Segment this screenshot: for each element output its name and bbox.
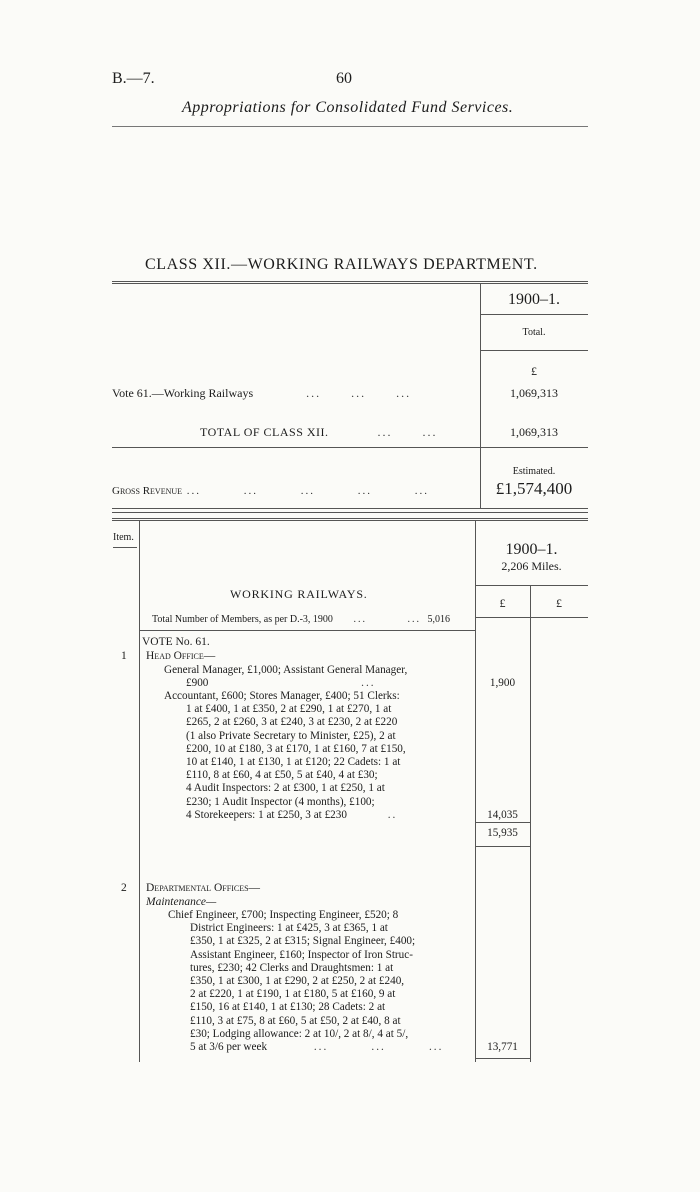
detail-header-rule (475, 617, 588, 618)
entry-line: 1 at £400, 1 at £350, 2 at £290, 1 at £270, 1 at (186, 703, 392, 716)
entry-line: £110, 3 at £75, 8 at £60, 5 at £50, 2 at £40, 8 at (190, 1014, 401, 1027)
members-line (152, 614, 450, 625)
entry-line (164, 677, 474, 690)
vote-61-label (112, 386, 411, 401)
gross-revenue-text: Gross Revenue (112, 485, 183, 497)
vote-61-text: Vote 61.—Working Railways (112, 386, 254, 400)
detail-top-rule-2 (112, 520, 588, 521)
summary-year-rule (480, 314, 588, 315)
amount-bottom-rule (475, 1058, 530, 1059)
item-header-rule (113, 547, 137, 548)
leader-dots: ... ... ... (313, 1041, 444, 1054)
item-number: 2 (121, 882, 127, 894)
item-title: Departmental Offices— (146, 882, 261, 894)
detail-top-rule (112, 518, 588, 519)
leader-dots: ... (361, 677, 376, 690)
entry-line: £230; 1 Audit Inspector (4 months), £100; (186, 795, 375, 808)
entry-amount: 1,900 (489, 677, 516, 689)
vote-61-amount: 1,069,313 (510, 386, 558, 400)
members-value: 5,016 (427, 614, 450, 625)
entry-line: 4 Audit Inspectors: 2 at £300, 1 at £250, 1 at (186, 782, 385, 795)
gross-revenue-label (112, 485, 429, 497)
entry-line: Assistant Engineer, £160; Inspector of Iron Struc- (190, 948, 413, 961)
item-total: 15,935 (487, 827, 518, 839)
entry-amount: 13,771 (487, 1041, 518, 1053)
total-class-label (200, 425, 438, 440)
detail-year-rule (475, 585, 588, 586)
detail-year: 1900–1. (505, 541, 558, 558)
entry-text (168, 909, 474, 1054)
summary-bottom-rule-2 (112, 512, 588, 513)
page-subtitle: Appropriations for Consolidated Fund Services. (182, 99, 514, 116)
item-title: Head Office— (146, 650, 216, 662)
entry-line: tures, £230; 42 Clerks and Draughtsmen: 1 at (190, 961, 394, 974)
summary-total-label: Total. (522, 327, 546, 338)
detail-miles: 2,206 Miles. (501, 559, 562, 573)
item-number: 1 (121, 650, 127, 662)
members-rule (139, 630, 475, 631)
entry-line-text: £900 (186, 677, 209, 690)
header-rule (112, 126, 588, 127)
entry-line: £200, 10 at £180, 3 at £170, 1 at £160, 7 at £150, (186, 742, 406, 755)
entry-line (168, 1041, 474, 1054)
leader-dots: .. (387, 808, 398, 821)
leader-dots: ... ... (377, 425, 438, 439)
leader-dots: ... ... (353, 614, 421, 625)
entry-line: £30; Lodging allowance: 2 at 10/, 2 at 8/, 4 at 5/, (190, 1027, 409, 1040)
total-rule (475, 846, 530, 847)
entry-text (164, 690, 474, 822)
summary-bottom-rule (112, 508, 588, 509)
total-class-rule (112, 447, 588, 448)
entry-amount: 14,035 (487, 809, 518, 821)
entry-line: 2 at £220, 1 at £190, 1 at £180, 5 at £160, 9 at (190, 988, 396, 1001)
entry-line: £110, 8 at £60, 4 at £50, 5 at £40, 4 at £30; (186, 769, 378, 782)
entry-text (164, 664, 474, 690)
entry-line: District Engineers: 1 at £425, 3 at £365, 1 at (190, 922, 388, 935)
report-reference: B.—7. (112, 70, 155, 87)
entry-line: General Manager, £1,000; Assistant General Manager, (164, 664, 408, 676)
summary-year: 1900–1. (508, 291, 560, 308)
entry-line-text: 4 Storekeepers: 1 at £250, 3 at £230 (186, 808, 347, 821)
members-label: Total Number of Members, as per D.-3, 1900 (152, 614, 333, 625)
summary-top-rule-2 (112, 283, 588, 284)
entry-line: (1 also Private Secretary to Minister, £25), 2 at (186, 729, 396, 742)
total-class-amount: 1,069,313 (510, 425, 558, 439)
subtotal-rule (475, 822, 530, 823)
entry-line: Accountant, £600; Stores Manager, £400; 51 Clerks: (164, 690, 400, 702)
amount-subcolumn-divider (530, 586, 531, 1062)
item-subheading: Maintenance— (146, 896, 217, 908)
detail-currency-a: £ (499, 596, 506, 610)
item-column-header: Item. (113, 532, 134, 543)
class-title: CLASS XII.—WORKING RAILWAYS DEPARTMENT. (145, 256, 538, 273)
gross-revenue-amount: £1,574,400 (495, 479, 573, 498)
entry-line (164, 809, 474, 822)
section-title: WORKING RAILWAYS. (230, 587, 368, 601)
entry-line: 10 at £140, 1 at £130, 1 at £120; 22 Cadets: 1 at (186, 756, 401, 769)
page-number: 60 (336, 70, 352, 87)
summary-top-rule (112, 281, 588, 282)
summary-currency: £ (531, 364, 537, 378)
leader-dots: ... ... ... ... ... (186, 485, 430, 497)
entry-line: £350, 1 at £325, 2 at £315; Signal Engineer, £400; (190, 935, 416, 948)
summary-header-rule (480, 350, 588, 351)
detail-currency-b: £ (556, 596, 562, 610)
entry-line: £150, 16 at £140, 1 at £130; 28 Cadets: 2 at (190, 1001, 386, 1014)
entry-line: £350, 1 at £300, 1 at £290, 2 at £250, 2 at £240, (190, 975, 405, 988)
vote-heading: VOTE No. 61. (142, 636, 210, 648)
item-column-divider (139, 520, 140, 1062)
leader-dots: ... ... ... (306, 386, 412, 400)
estimated-label: Estimated. (512, 466, 556, 477)
entry-line-text: 5 at 3/6 per week (190, 1041, 268, 1054)
total-class-text: TOTAL OF CLASS XII. (200, 425, 329, 439)
entry-line: £265, 2 at £260, 3 at £240, 3 at £230, 2 at £220 (186, 716, 398, 729)
entry-line: Chief Engineer, £700; Inspecting Engineer, £520; 8 (168, 909, 399, 921)
